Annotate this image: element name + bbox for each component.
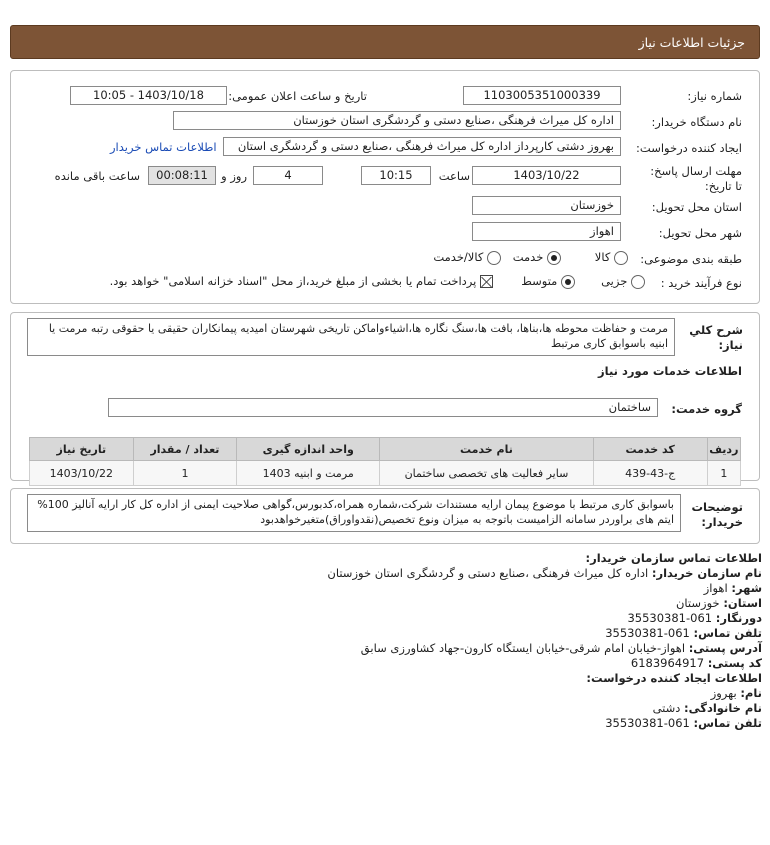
cell-unit: مرمت و ابنیه 1403 [237,461,380,486]
treasury-checkbox[interactable] [480,275,493,288]
col-unit: واحد اندازه گیری [237,438,380,461]
cell-name: سایر فعالیت های تخصصی ساختمان [380,461,593,486]
process-medium-radio[interactable] [561,275,575,289]
page-header [10,25,760,59]
services-table [29,437,741,486]
contact-phone-label: تلفن تماس: [693,626,762,640]
deadline-label: مهلت ارسال پاسخ: تا تاریخ: [650,164,742,193]
contact-city-label: شهر: [731,581,762,595]
contact-org-value: اداره کل میراث فرهنگی ،صنایع دستی و گردشگری استان خوزستان [327,566,649,580]
contact-phone-value: 061-35530381 [605,626,690,640]
creator-family-value: دشتی [652,701,681,715]
creator-field: بهروز دشتی کارپرداز اداره کل میراث فرهنگی ،صنایع دستی و گردشگری استان [223,137,621,156]
category-both-radio[interactable] [487,251,501,265]
col-row: ردیف [707,438,740,461]
contact-address-value: اهواز-خیابان امام شرقی-خیابان ایستگاه کارون-جهاد کشاورزی سابق [360,641,686,655]
contact-province [676,596,762,610]
creator-name-value: بهروز [710,686,737,700]
contact-postal-value: 6183964917 [630,656,705,670]
contact-postal [631,656,762,670]
creator-phone [605,716,762,730]
creator-family-label: نام خانوادگی: [684,701,762,715]
buyer-field: اداره کل میراث فرهنگی ،صنایع دستی و گردشگری استان خوزستان [173,111,621,130]
contact-city [704,581,762,595]
days-field: 4 [253,166,323,185]
category-goods-label: کالا [594,250,611,264]
service-group-field: ساختمان [108,398,658,417]
process-medium-label: متوسط [521,274,558,288]
col-name: نام خدمت [380,438,593,461]
service-group-label: گروه خدمت: [671,402,742,416]
category-option-both[interactable] [433,250,501,265]
cell-qty: 1 [133,461,237,486]
col-date: تاریخ نیاز [30,438,134,461]
treasury-option[interactable] [110,274,493,288]
process-option-medium[interactable] [521,274,575,289]
category-service-label: خدمت [512,250,544,264]
process-minor-label: جزیی [601,274,628,288]
creator-label: ایجاد کننده درخواست: [636,141,742,155]
contact-org-label: نام سازمان خریدار: [651,566,762,580]
need-number-field: 1103005351000339 [463,86,621,105]
announce-label: تاریخ و ساعت اعلان عمومی: [228,89,367,103]
creator-info-title: اطلاعات ایجاد کننده درخواست: [586,671,762,685]
services-table-header [30,438,741,461]
province-label: استان محل تحویل: [651,200,742,214]
cell-row: 1 [707,461,740,486]
need-number-label: شماره نیاز: [687,89,742,103]
page-title: جزئیات اطلاعات نیاز [638,34,745,50]
announce-field: 1403/10/18 - 10:05 [70,86,227,105]
cell-date: 1403/10/22 [30,461,134,486]
description-field: مرمت و حفاظت محوطه ها،بناها، بافت ها،سنگ نگاره ها،اشیاءواماکن تاریخی شهرستان امیدیه پیمانکاران حقیقی یا حقوقی رتبه مرمت یا ابنیه باسوابق کاری مرتبط [27,318,675,356]
remaining-field: 00:08:11 [148,166,216,185]
contact-postal-label: کد پستی: [707,656,762,670]
category-service-radio[interactable] [547,251,561,265]
category-option-goods[interactable] [595,250,628,265]
description-label: شرح کلي نياز: [689,323,743,352]
process-option-minor[interactable] [601,274,645,289]
treasury-text: پرداخت تمام یا بخشی از مبلغ خرید،از محل "اسناد خزانه اسلامی" خواهد بود. [109,274,477,288]
contact-city-value: اهواز [703,581,728,595]
remaining-label: ساعت باقی مانده [54,169,140,183]
category-goods-radio[interactable] [614,251,628,265]
contact-province-label: استان: [723,596,762,610]
buyer-contact-link[interactable]: اطلاعات تماس خریدار [110,140,217,154]
process-label: نوع فرآیند خرید : [660,276,742,290]
deadline-time-label: ساعت [438,169,470,183]
col-code: کد خدمت [593,438,707,461]
contact-fax-label: دورنگار: [715,611,762,625]
creator-phone-value: 061-35530381 [605,716,690,730]
table-row [30,461,741,486]
creator-name-label: نام: [740,686,762,700]
buyer-label: نام دستگاه خریدار: [651,115,742,129]
col-qty: تعداد / مقدار [133,438,237,461]
cell-code: ج-43-439 [593,461,707,486]
services-section-title: اطلاعات خدمات مورد نیاز [598,364,742,378]
category-option-service[interactable] [513,250,561,265]
category-both-label: کالا/خدمت [433,250,484,264]
contact-title: اطلاعات تماس سازمان خریدار: [585,551,762,565]
city-label: شهر محل تحویل: [658,226,742,240]
creator-phone-label: تلفن تماس: [693,716,762,730]
notes-field: باسوابق کاری مرتبط با موضوع پیمان ارایه مستندات شرکت،شماره همراه،کدبورس،گواهی صلاحیت ایمنی از اداره کل کار ارایه آنالیز 100% ایتم های براوردر سامانه الزامیست باتوجه به میزان ونوع تخصیص(نقدواوراق)متغیرخواهدبود [27,494,681,532]
days-label: روز و [221,169,247,183]
deadline-time-field: 10:15 [361,166,431,185]
category-label: طبقه بندی موضوعی: [640,252,742,266]
deadline-date-field: 1403/10/22 [472,166,621,185]
notes-label: توضیحات خریدار: [691,500,743,529]
contact-fax [627,611,762,625]
contact-address-label: آدرس پستی: [688,641,762,655]
contact-province-value: خوزستان [675,596,720,610]
creator-name [711,686,762,700]
contact-address [361,641,762,655]
contact-org [327,566,762,580]
process-minor-radio[interactable] [631,275,645,289]
contact-fax-value: 061-35530381 [627,611,713,625]
province-field: خوزستان [472,196,621,215]
city-field: اهواز [472,222,621,241]
creator-family [653,701,762,715]
contact-phone [605,626,762,640]
